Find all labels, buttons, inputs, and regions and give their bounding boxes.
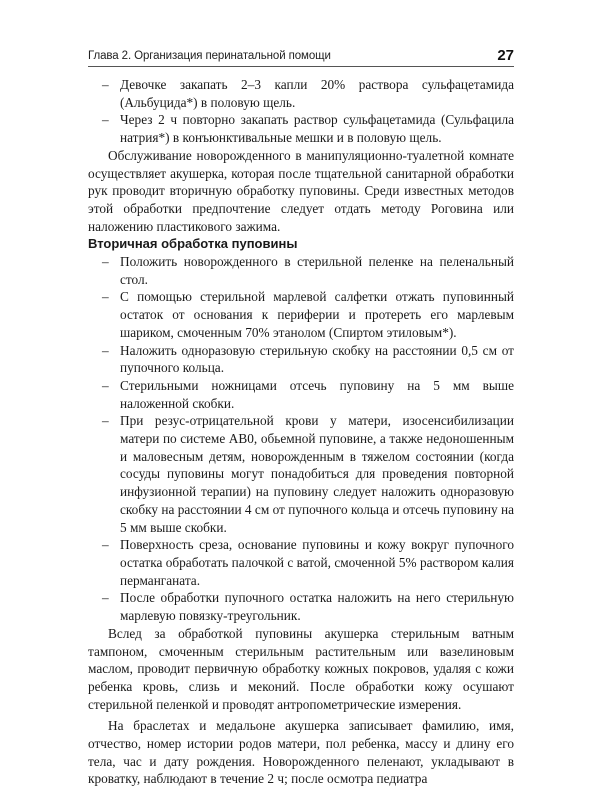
page-body xyxy=(88,76,514,788)
list-item xyxy=(88,253,514,288)
page-number: 27 xyxy=(497,47,514,64)
bullet-dash: – xyxy=(102,537,109,553)
bullet-dash: – xyxy=(102,590,109,606)
bullet-dash: – xyxy=(102,413,109,429)
list-item-text: Поверхность среза, основание пуповины и кожу вокруг пупочного остатка обработать палочкой с ватой, смоченной 5% раствором калия перманганата. xyxy=(120,537,514,588)
paragraph: Вслед за обработкой пуповины акушерка стерильным ватным тампоном, смоченным стерильным растительным или вазелиновым маслом, проводит первичную обработку кожных покровов, удаляя с кожи ребенка кровь, слизь и меконий. После обработки кожу осушают стерильной пеленкой и проводят антропометрические измерения. xyxy=(88,625,514,712)
bullet-dash: – xyxy=(102,112,109,128)
bullet-dash: – xyxy=(102,77,109,92)
bullet-dash: – xyxy=(102,254,109,270)
section-heading: Вторичная обработка пуповины xyxy=(88,236,298,252)
list-item xyxy=(88,111,514,146)
paragraph: Обслуживание новорожденного в манипуляционно-туалетной комнате осуществляет акушерка, которая после тщательной санитарной обработки рук проводит вторичную обработку пуповины. Среди известных методов этой обработки предпочтение следует отдать методу Роговина или наложению пластикового зажима. xyxy=(88,147,514,234)
list-item xyxy=(88,536,514,589)
list-item-text: Через 2 ч повторно закапать раствор сульфацетамида (Сульфацила натрия*) в конъюнктивальные мешки и в половую щель. xyxy=(120,112,514,146)
list-item-text: При резус-отрицательной крови у матери, изосенсибилизации матери по системе АВ0, обьемной пуповине, а также недоношенным и маловесным детям, новорожденным в тяжелом состоянии (когда сосуды пуповины могут понадобиться для проведения повторной инфузионной терапии) на пуповину следует наложить одноразовую скобку на расстоянии 4 см от пупочного кольца и отсечь пуповину на 5 мм выше скобки. xyxy=(120,413,514,535)
list-item-text: Положить новорожденного в стерильной пеленке на пеленальный стол. xyxy=(120,254,514,287)
page-header xyxy=(88,46,514,67)
bullet-dash: – xyxy=(102,342,109,358)
bullet-dash: – xyxy=(102,289,109,305)
list-item-text: Девочке закапать 2–3 капли 20% раствора сульфацетамида (Альбуцида*) в половую щель. xyxy=(120,77,514,110)
list-item-text: Стерильными ножницами отсечь пуповину на 5 мм выше наложенной скобки. xyxy=(120,377,514,411)
list-item xyxy=(88,288,514,341)
list-item xyxy=(88,342,514,377)
list-item-text: После обработки пупочного остатка наложить на него стерильную марлевую повязку-треугольник. xyxy=(120,590,514,624)
list-item xyxy=(88,377,514,412)
paragraph: На браслетах и медальоне акушерка записывает фамилию, имя, отчество, номер истории родов матери, пол ребенка, массу и длину его тела, час и дату рождения. Новорожденного пеленают, укладывают в кроватку, наблюдают в течение 2 ч; после осмотра педиатра xyxy=(88,718,514,787)
list-item-text: С помощью стерильной марлевой салфетки отжать пуповинный остаток от основания к периферии и протереть его марлевым шариком, смоченным 70% этанолом (Спиртом этиловым*). xyxy=(120,289,514,340)
list-item-text: Наложить одноразовую стерильную скобку на расстоянии 0,5 см от пупочного кольца. xyxy=(120,342,514,376)
list-item xyxy=(88,589,514,624)
list-item xyxy=(88,76,514,111)
list-item xyxy=(88,412,514,536)
bullet-dash: – xyxy=(102,377,109,393)
running-head: Глава 2. Организация перинатальной помощи xyxy=(88,50,331,62)
